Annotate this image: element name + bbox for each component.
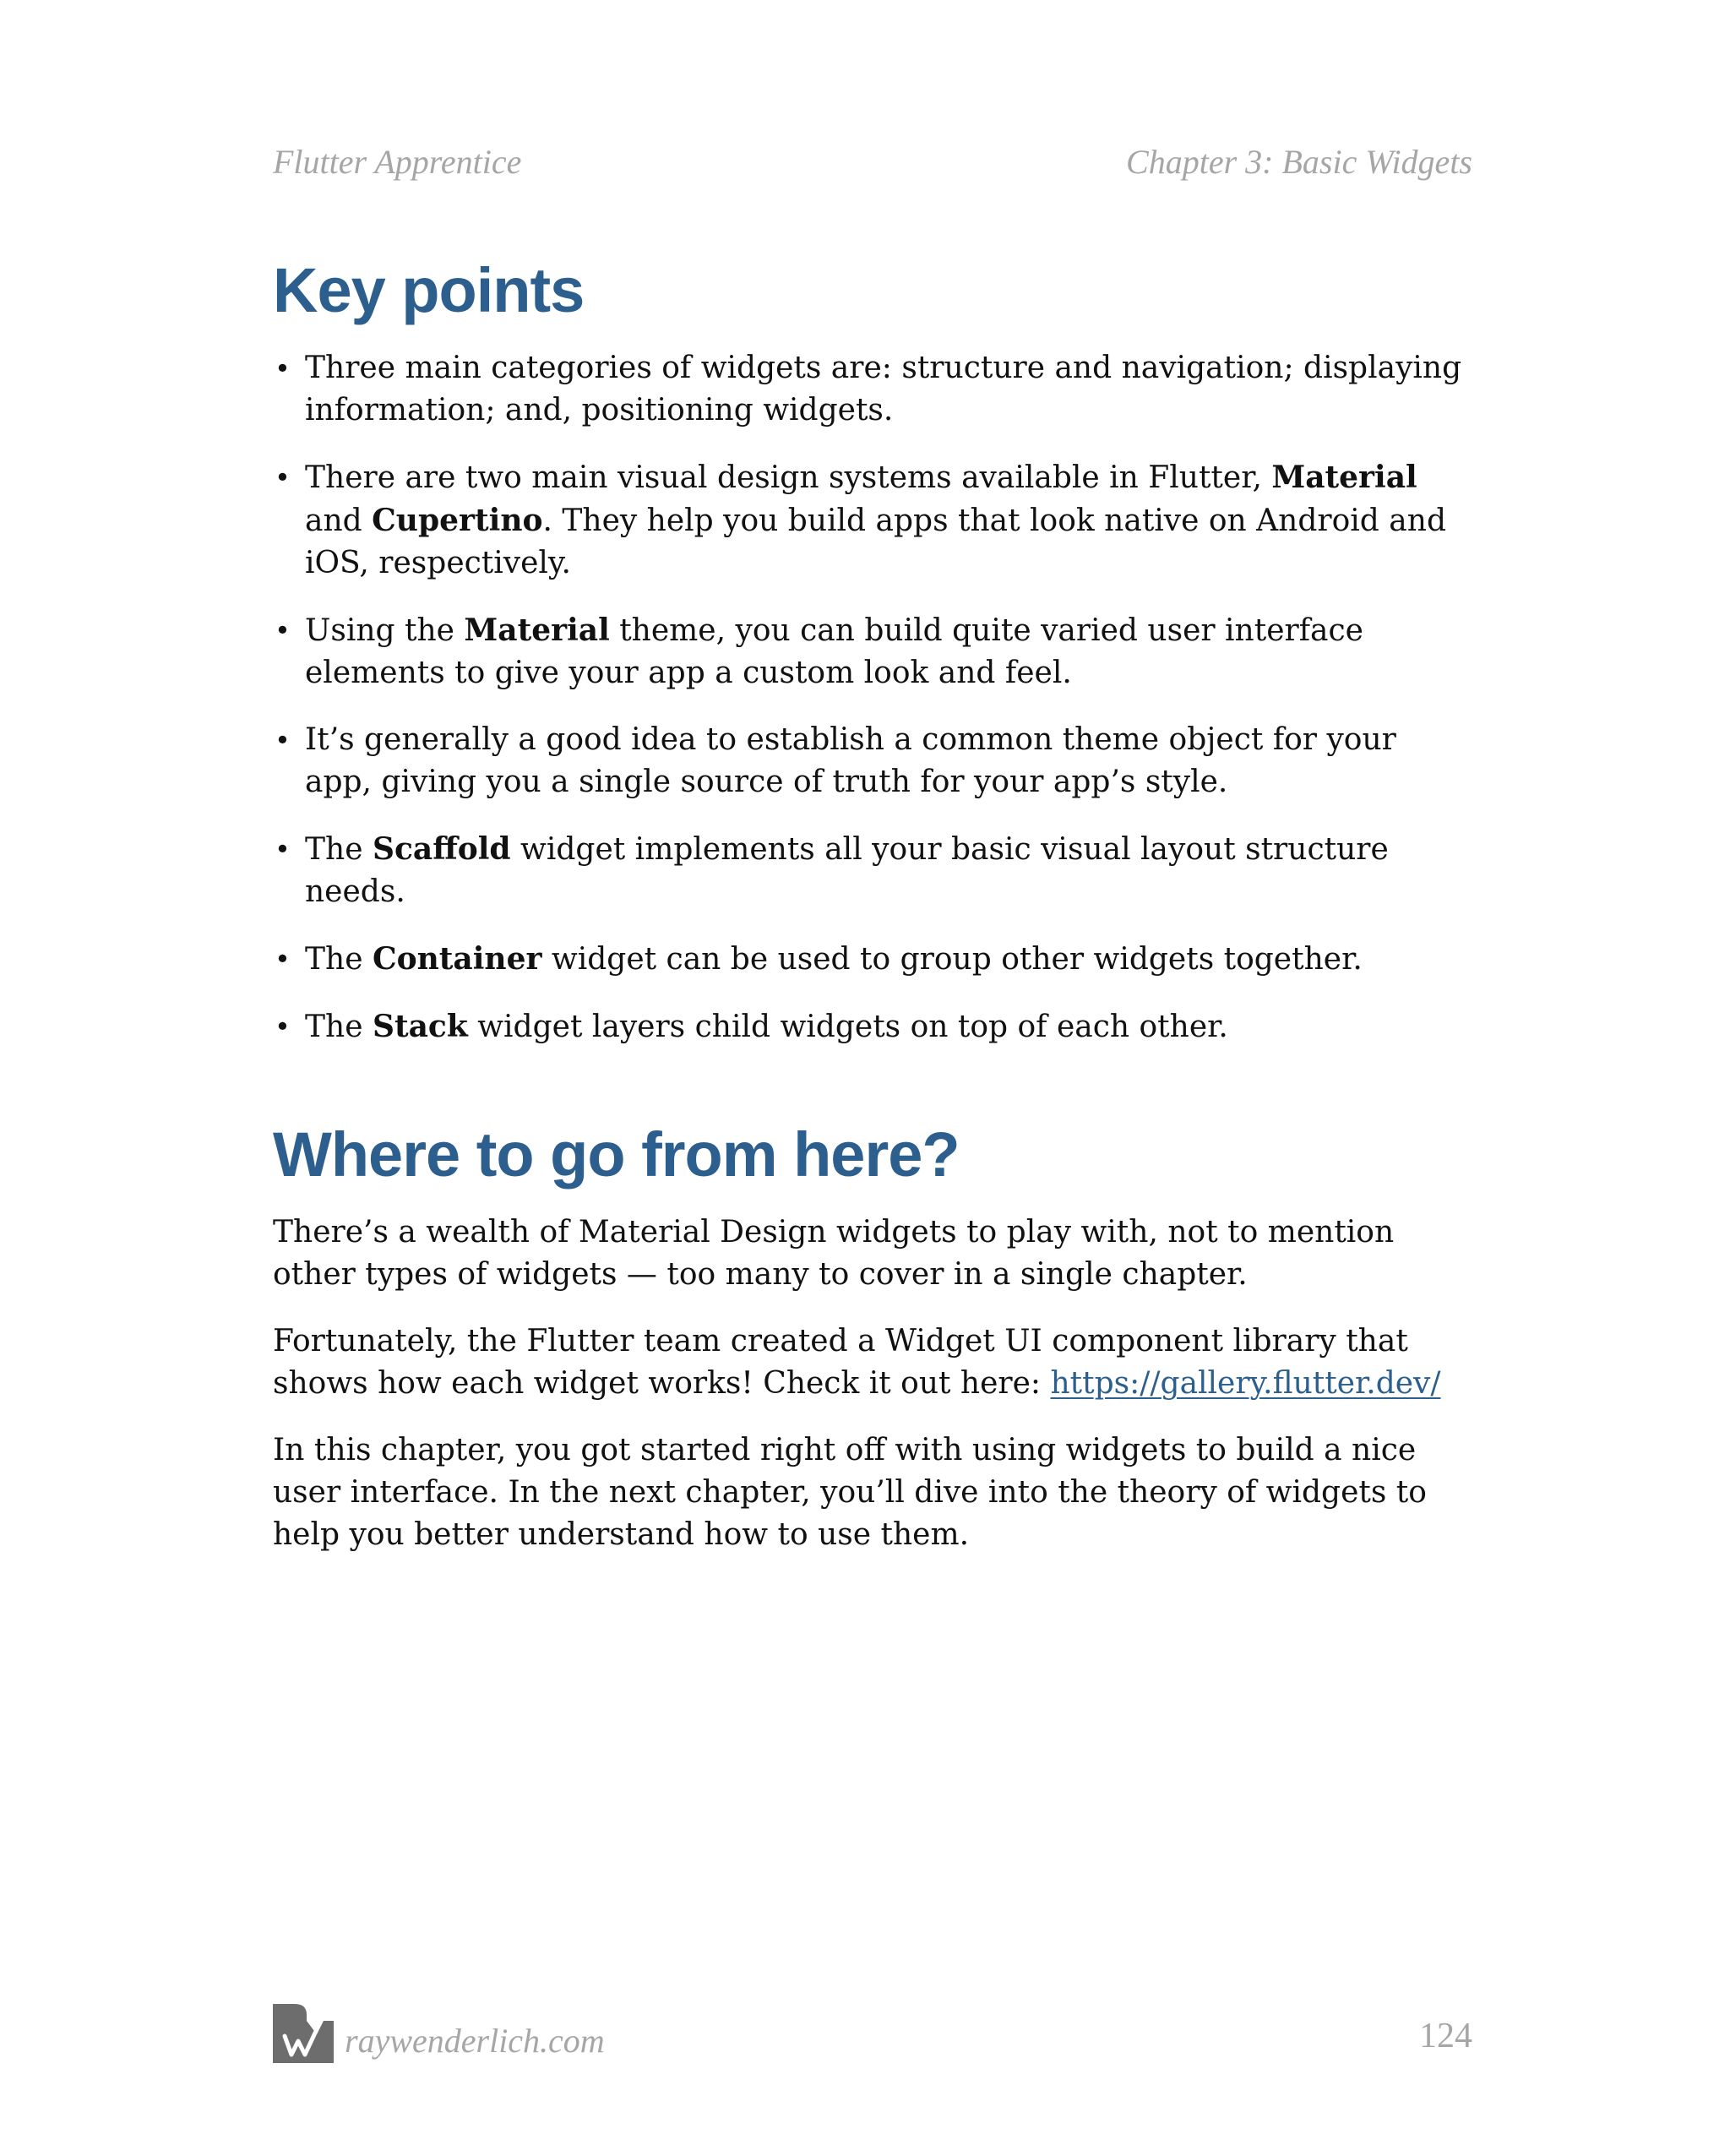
page-content — [273, 253, 1472, 1581]
list-item-text: The — [305, 941, 373, 977]
bullet-icon: • — [275, 723, 291, 756]
bullet-icon: • — [275, 942, 291, 975]
gallery-paragraph-text: Fortunately, the Flutter team created a Widget UI component library that shows how each widget works! Check it out here: — [273, 1323, 1408, 1401]
bullet-icon: • — [275, 460, 291, 493]
list-item-text: theme, you can build quite varied user interface elements to give your app a custom look and feel. — [305, 612, 1363, 690]
list-item — [273, 938, 1472, 981]
bullet-icon: • — [275, 613, 291, 646]
key-points-section — [273, 253, 1472, 1048]
list-item-text: The — [305, 831, 373, 867]
where-to-go-section — [273, 1118, 1472, 1556]
book-title: Flutter Apprentice — [273, 143, 522, 181]
gallery-paragraph — [273, 1320, 1472, 1405]
list-item — [273, 719, 1472, 803]
list-item — [273, 1005, 1472, 1048]
bold-term: Container — [372, 940, 542, 977]
list-item — [273, 456, 1472, 585]
bold-term: Material — [1271, 459, 1417, 495]
bullet-icon: • — [275, 832, 291, 865]
raywenderlich-logo-icon — [273, 2004, 334, 2063]
where-to-go-heading: Where to go from here? — [273, 1119, 960, 1190]
list-item-text: . They help you build apps that look native on Android and iOS, respectively. — [305, 503, 1446, 580]
list-item — [273, 609, 1472, 694]
wealth-paragraph: There’s a wealth of Material Design widgets to play with, not to mention other types of widgets — too many to cover in a single chapter. — [273, 1214, 1395, 1292]
list-item-text: widget implements all your basic visual layout structure needs. — [305, 831, 1389, 909]
bold-term: Cupertino — [372, 502, 543, 538]
bold-term: Stack — [372, 1008, 468, 1044]
site-name: raywenderlich.com — [345, 2022, 605, 2060]
page-footer — [273, 2004, 1472, 2065]
list-item-text: Three main categories of widgets are: structure and navigation; displaying information; and, positioning widgets. — [305, 350, 1462, 427]
key-points-heading: Key points — [273, 255, 585, 325]
bullet-icon: • — [275, 351, 291, 384]
chapter-title: Chapter 3: Basic Widgets — [1126, 143, 1472, 181]
list-item-text: widget can be used to group other widgets together. — [541, 941, 1363, 977]
list-item-text: There are two main visual design systems available in Flutter, — [305, 460, 1272, 495]
list-item — [273, 828, 1472, 913]
list-item-text: The — [305, 1009, 373, 1044]
bold-term: Scaffold — [372, 830, 511, 867]
page-number: 124 — [1419, 2017, 1472, 2055]
list-item — [273, 347, 1472, 432]
list-item-text: and — [305, 503, 373, 538]
list-item-text: Using the — [305, 612, 465, 648]
bold-term: Material — [464, 612, 610, 648]
key-points-list — [273, 347, 1472, 1048]
gallery-link[interactable]: https://gallery.flutter.dev/ — [1050, 1365, 1441, 1401]
list-item-text: It’s generally a good idea to establish a common theme object for your app, giving you a single source of truth for your app’s style. — [305, 721, 1396, 799]
next-chapter-paragraph: In this chapter, you got started right off with using widgets to build a nice user interface. In the next chapter, you’ll dive into the theory of widgets to help you better understand how to use them. — [273, 1432, 1427, 1552]
running-header — [273, 142, 1472, 184]
bullet-icon: • — [275, 1010, 291, 1043]
list-item-text: widget layers child widgets on top of each other. — [467, 1009, 1228, 1044]
